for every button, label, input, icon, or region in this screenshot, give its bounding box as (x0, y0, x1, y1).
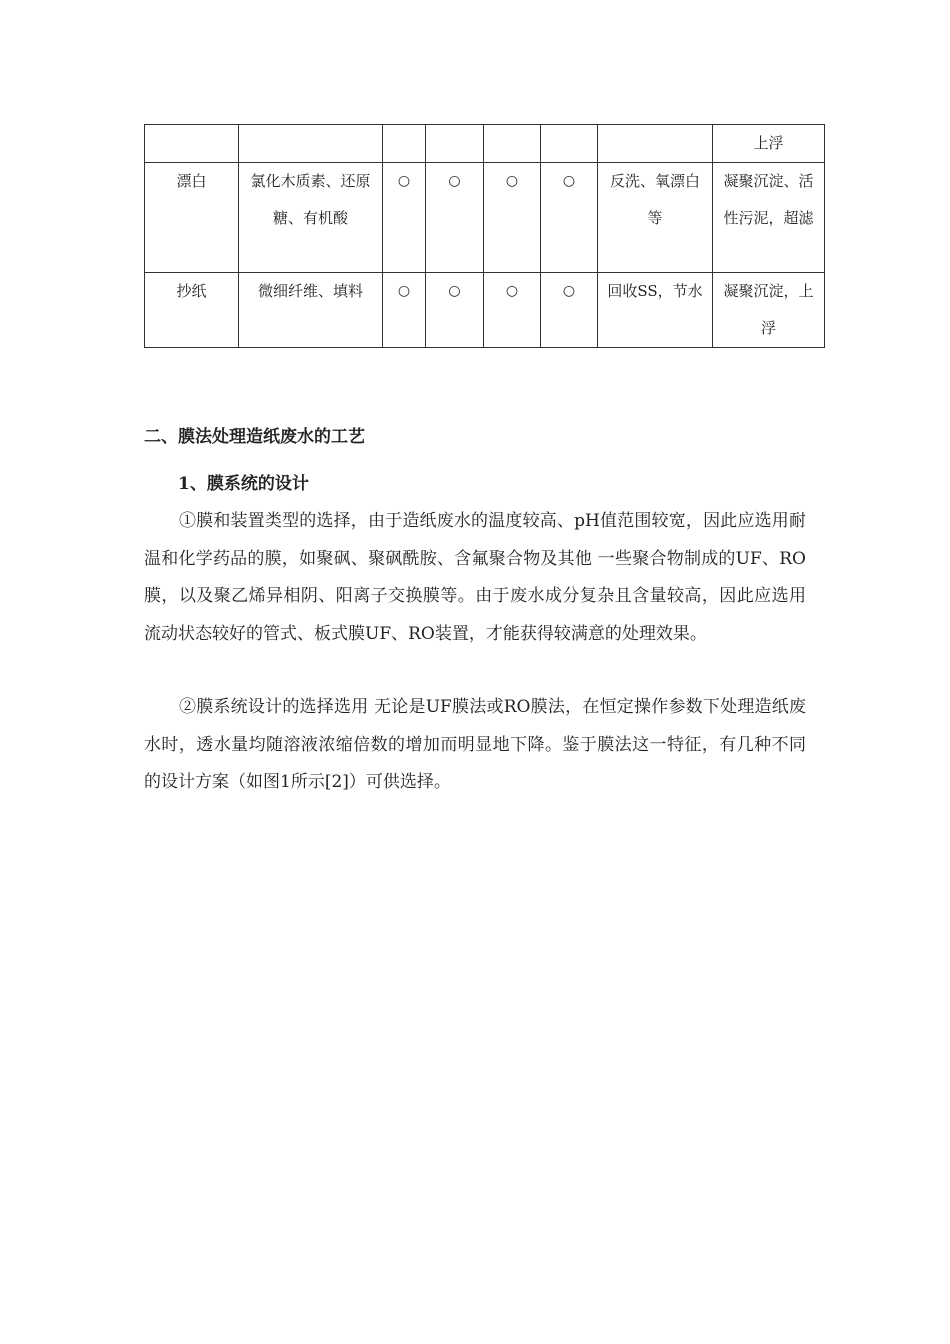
paragraph: ①膜和装置类型的选择，由于造纸废水的温度较高、pH值范围较宽，因此应选用耐温和化学药品的膜，如聚砜、聚砜酰胺、含氟聚合物及其他 一些聚合物制成的UF、RO膜，以及聚乙烯异相阴、阳离子交换膜等。由于废水成分复杂且含量较高，因此应选用流动状态较好的管式、板式膜UF、RO装置，才能获得较满意的处理效果。 (144, 511, 806, 644)
paragraph: ②膜系统设计的选择选用 无论是UF膜法或RO膜法，在恒定操作参数下处理造纸废水时，透水量均随溶液浓缩倍数的增加而明显地下降。鉴于膜法这一特征，有几种不同的设计方案（如图1所示[2]）可供选择。 (144, 697, 806, 792)
method-cell (541, 125, 598, 163)
process-cell (145, 125, 239, 163)
purpose-cell: 反洗、氧漂白等 (598, 163, 713, 273)
table-row (145, 125, 825, 163)
process-cell: 抄纸 (145, 273, 239, 348)
method-cell: ○ (484, 273, 541, 348)
table-row (145, 163, 825, 273)
method-cell: ○ (426, 273, 484, 348)
conventional-method-cell: 凝聚沉淀、活性污泥，超滤 (713, 163, 825, 273)
conventional-method-cell: 凝聚沉淀，上浮 (713, 273, 825, 348)
method-cell (383, 125, 426, 163)
pollutants-cell (239, 125, 383, 163)
conventional-method-cell: 上浮 (713, 125, 825, 163)
sub-heading: 1、膜系统的设计 (178, 474, 309, 494)
method-cell: ○ (541, 273, 598, 348)
table-row (145, 273, 825, 348)
method-cell: ○ (541, 163, 598, 273)
method-cell: ○ (383, 273, 426, 348)
pollutants-cell: 微细纤维、填料 (239, 273, 383, 348)
wastewater-treatment-table (144, 124, 825, 348)
method-cell (484, 125, 541, 163)
method-cell (426, 125, 484, 163)
purpose-cell (598, 125, 713, 163)
method-cell: ○ (484, 163, 541, 273)
method-cell: ○ (383, 163, 426, 273)
pollutants-cell: 氯化木质素、还原糖、有机酸 (239, 163, 383, 273)
section-heading: 二、膜法处理造纸废水的工艺 (144, 427, 365, 447)
process-cell: 漂白 (145, 163, 239, 273)
method-cell: ○ (426, 163, 484, 273)
purpose-cell: 回收SS，节水 (598, 273, 713, 348)
